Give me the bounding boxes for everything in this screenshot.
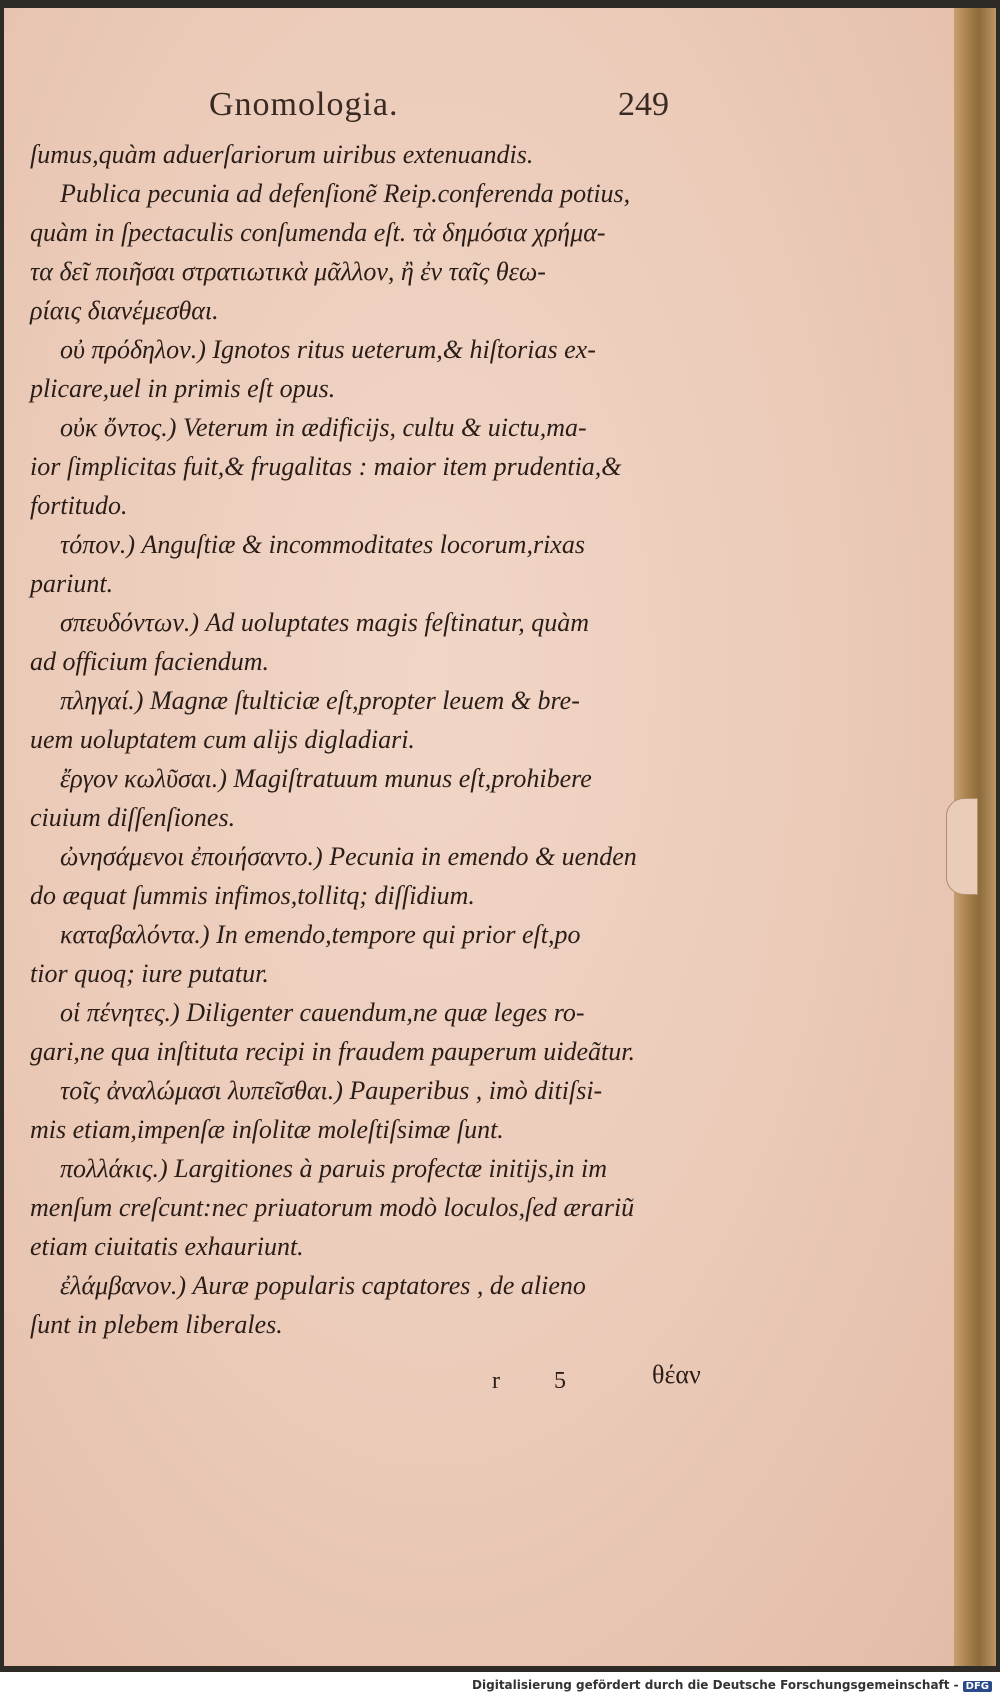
text-line: uem uoluptatem cum alijs digladiari. [30,725,415,754]
text-line: ἔργον κωλῦσαι.) Magiſtratuum munus eſt,prohibere [60,764,592,793]
text-line: gari,ne qua inſtituta recipi in fraudem pauperum uideãtur. [30,1037,635,1066]
text-line: ſunt in plebem liberales. [30,1310,283,1339]
catchword: θέαν [652,1360,701,1389]
text-line: πληγαί.) Magnæ ſtulticiæ eſt,propter leuem & bre- [60,686,580,715]
text-line: οὐ πρόδηλον.) Ignotos ritus ueterum,& hiſtorias ex- [60,335,596,364]
text-line: τα δεῖ ποιῆσαι στρατιωτικὰ μᾶλλον, ἢ ἐν ταῖς θεω- [30,257,546,286]
book-page [4,8,956,1666]
text-line: τόπον.) Anguſtiæ & incommoditates locorum,rixas [60,530,585,559]
text-line: ἐλάμβανον.) Auræ popularis captatores , de alieno [60,1271,586,1300]
page-tab [946,798,978,895]
running-title: Gnomologia. [209,86,399,123]
text-line: πολλάκις.) Largitiones à paruis profectæ initijs,in im [60,1154,607,1183]
text-line: ρίαις διανέμεσθαι. [30,296,219,325]
page-number: 249 [618,86,669,123]
text-line: οἱ πένητες.) Diligenter cauendum,ne quæ leges ro- [60,998,585,1027]
text-line: plicare,uel in primis eſt opus. [30,374,336,403]
text-line: καταβαλόντα.) In emendo,tempore qui prior eſt,po [60,920,581,949]
text-line: Publica pecunia ad defenſionẽ Reip.conferenda potius, [60,179,631,208]
text-line: mis etiam,impenſæ inſolitæ moleſtiſsimæ ſunt. [30,1115,504,1144]
text-line: ior ſimplicitas fuit,& frugalitas : maior item prudentia,& [30,452,622,481]
digitization-credit [472,1678,992,1692]
dfg-logo: DFG [963,1681,992,1692]
text-line: quàm in ſpectaculis conſumenda eſt. τὰ δημόσια χρήμα- [30,218,606,247]
text-line: τοῖς ἀναλώμασι λυπεῖσθαι.) Pauperibus , imò ditiſsi- [60,1076,603,1105]
text-line: ciuium diſſenſiones. [30,803,236,832]
text-line: οὐκ ὄντος.) Veterum in ædificijs, cultu & uictu,ma- [60,413,587,442]
page-header [209,86,669,126]
text-line: tior quoq; iure putatur. [30,959,269,988]
body-text [30,135,700,1344]
book-edge [954,8,996,1666]
text-line: ὠνησάμενοι ἐποιήσαντο.) Pecunia in emendo & uenden [60,842,637,871]
text-line: fortitudo. [30,491,128,520]
text-line: etiam ciuitatis exhauriunt. [30,1232,304,1261]
signature-mark: r 5 [492,1368,590,1394]
text-line: pariunt. [30,569,114,598]
text-line: ſumus,quàm aduerſariorum uiribus extenuandis. [30,140,534,169]
credit-text: Digitalisierung gefördert durch die Deutsche Forschungsgemeinschaft - [472,1678,959,1692]
text-line: σπευδόντων.) Ad uoluptates magis feſtinatur, quàm [60,608,590,637]
text-line: ad officium faciendum. [30,647,270,676]
text-line: do æquat ſummis infimos,tollitq; diſſidium. [30,881,475,910]
text-line: menſum creſcunt:nec priuatorum modò loculos,ſed ærariũ [30,1193,635,1222]
